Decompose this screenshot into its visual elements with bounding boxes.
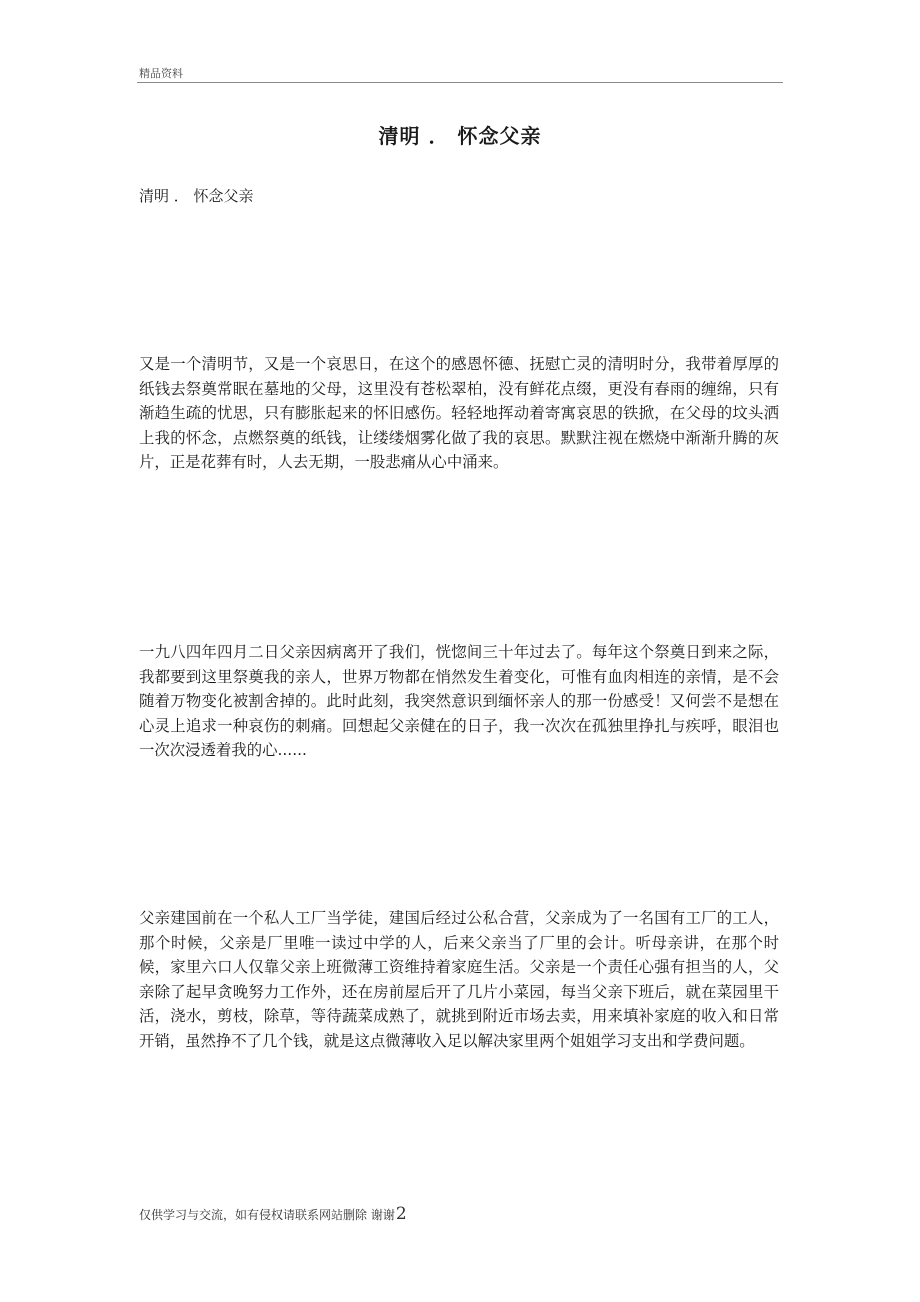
- footer-disclaimer: 仅供学习与交流，如有侵权请联系网站删除 谢谢: [139, 1208, 395, 1222]
- header-divider: [137, 82, 783, 83]
- page-title: 清明 ． 怀念父亲: [378, 124, 542, 148]
- document-subtitle: 清明 ． 怀念父亲: [139, 187, 254, 205]
- header-label: 精品资料: [139, 67, 183, 80]
- paragraph-1: 又是一个清明节，又是一个哀思日，在这个的感恩怀德、抚慰亡灵的清明时分，我带着厚厚的纸钱去祭奠常眠在墓地的父母，这里没有苍松翠柏，没有鲜花点缀，更没有春雨的缠绵，只有渐趋生疏的忧思，只有膨胀起来的怀旧感伤。轻轻地挥动着寄寓哀思的铁掀，在父母的坟头洒上我的怀念，点燃祭奠的纸钱，让缕缕烟雾化做了我的哀思。默默注视在燃烧中渐渐升腾的灰片，正是花葬有时，人去无期，一股悲痛从心中涌来。: [139, 355, 779, 471]
- footer: [139, 1204, 407, 1224]
- page-number: 2: [395, 1204, 407, 1224]
- paragraph-2: 一九八四年四月二日父亲因病离开了我们，恍惚间三十年过去了。每年这个祭奠日到来之际，我都要到这里祭奠我的亲人，世界万物都在悄然发生着变化，可惟有血肉相连的亲情，是不会随着万物变化被割舍掉的。此时此刻，我突然意识到缅怀亲人的那一份感受！又何尝不是想在心灵上追求一种哀伤的刺痛。回想起父亲健在的日子，我一次次在孤独里挣扎与疾呼，眼泪也一次次浸透着我的心......: [139, 643, 779, 759]
- paragraph-3: 父亲建国前在一个私人工厂当学徒，建国后经过公私合营，父亲成为了一名国有工厂的工人，那个时候，父亲是厂里唯一读过中学的人，后来父亲当了厂里的会计。听母亲讲，在那个时候，家里六口人仅靠父亲上班微薄工资维持着家庭生活。父亲是一个责任心强有担当的人，父亲除了起早贪晚努力工作外，还在房前屋后开了几片小菜园，每当父亲下班后，就在菜园里干活，浇水，剪枝，除草，等待蔬菜成熟了，就挑到附近市场去卖，用来填补家庭的收入和日常开销，虽然挣不了几个钱，就是这点微薄收入足以解决家里两个姐姐学习支出和学费问题。: [139, 909, 779, 1050]
